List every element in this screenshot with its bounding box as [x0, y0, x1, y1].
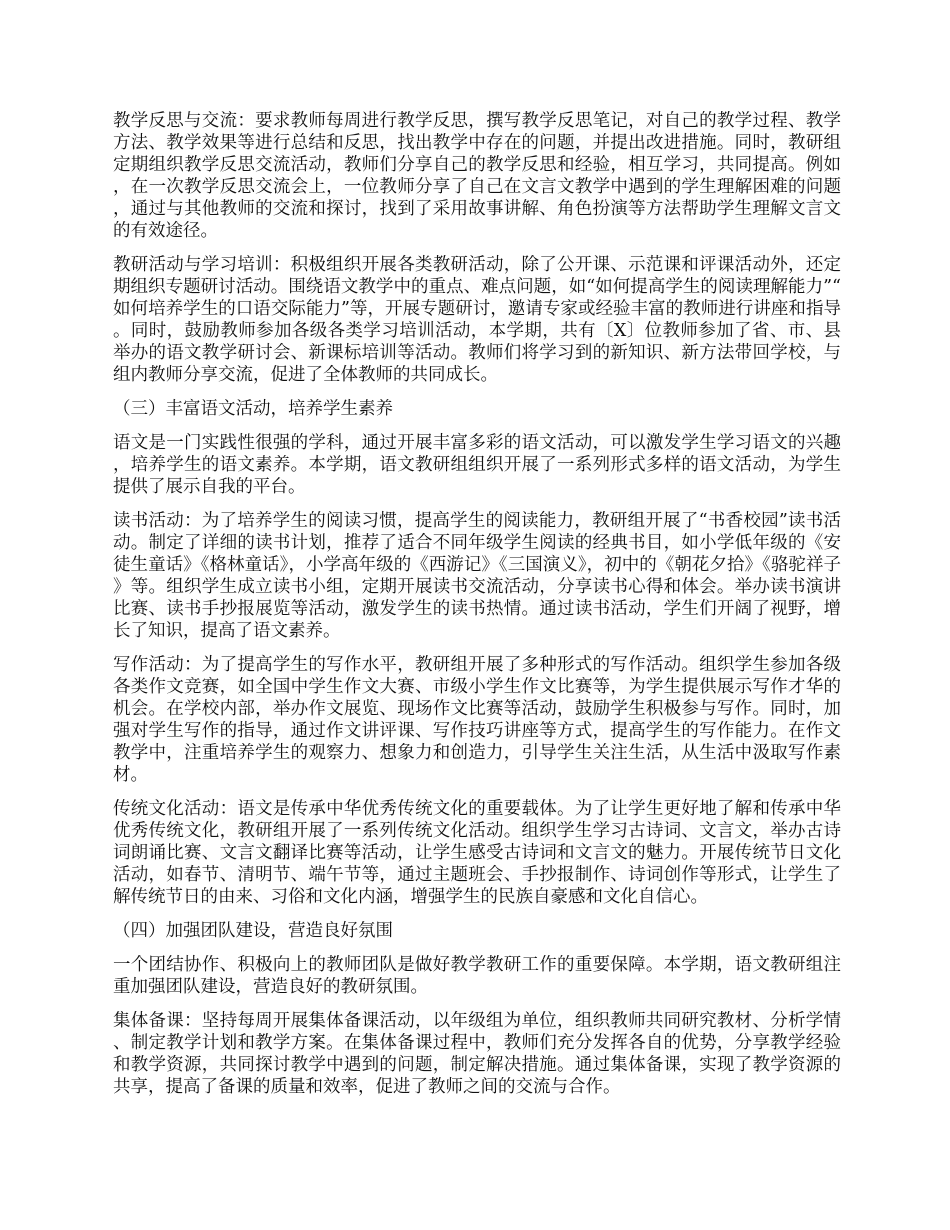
paragraph-traditional-culture: 传统文化活动：语文是传承中华优秀传统文化的重要载体。为了让学生更好地了解和传承中华优秀传统文化，教研组开展了一系列传统文化活动。组织学生学习古诗词、文言文，举办古诗词朗诵比赛、文言文翻译比赛等活动，让学生感受古诗词和文言文的魅力。开展传统节日文化活动，如春节、清明节、端午节等，通过主题班会、手抄报制作、诗词创作等形式，让学生了解传统节日的由来、习俗和文化内涵，增强学生的民族自豪感和文化自信心。	[113, 799, 841, 907]
paragraph-collective-lesson-prep: 集体备课：坚持每周开展集体备课活动，以年级组为单位，组织教师共同研究教材、分析学情、制定教学计划和教学方案。在集体备课过程中，教师们充分发挥各自的优势，分享教学经验和教学资源，共同探讨教学中遇到的问题，制定解决措施。通过集体备课，实现了教学资源的共享，提高了备课的质量和效率，促进了教师之间的交流与合作。	[113, 1011, 841, 1097]
section-heading-3: （三）丰富语文活动，培养学生素养	[113, 399, 393, 419]
paragraph-writing-activity: 写作活动：为了提高学生的写作水平，教研组开展了多种形式的写作活动。组织学生参加各级各类作文竞赛，如全国中学生作文大赛、市级小学生作文比赛等，为学生提供展示写作才华的机会。在学校内部，举办作文展览、现场作文比赛等活动，鼓励学生积极参与写作。同时，加强对学生写作的指导，通过作文讲评课、写作技巧讲座等方式，提高学生的写作能力。在作文教学中，注重培养学生的观察力、想象力和创造力，引导学生关注生活，从生活中汲取写作素材。	[113, 655, 841, 785]
paragraph-teaching-reflection: 教学反思与交流：要求教师每周进行教学反思，撰写教学反思笔记，对自己的教学过程、教学方法、教学效果等进行总结和反思，找出教学中存在的问题，并提出改进措施。同时，教研组定期组织教学反思交流活动，教师们分享自己的教学反思和经验，相互学习，共同提高。例如，在一次教学反思交流会上，一位教师分享了自己在文言文教学中遇到的学生理解困难的问题，通过与其他教师的交流和探讨，找到了采用故事讲解、角色扮演等方法帮助学生理解文言文的有效途径。	[113, 111, 841, 241]
paragraph-team-building-intro: 一个团结协作、积极向上的教师团队是做好教学教研工作的重要保障。本学期，语文教研组注重加强团队建设，营造良好的教研氛围。	[113, 955, 841, 997]
paragraph-reading-activity: 读书活动：为了培养学生的阅读习惯，提高学生的阅读能力，教研组开展了“书香校园”读书活动。制定了详细的读书计划，推荐了适合不同年级学生阅读的经典书目，如小学低年级的《安徒生童话》《格林童话》，小学高年级的《西游记》《三国演义》，初中的《朝花夕拾》《骆驼祥子》等。组织学生成立读书小组，定期开展读书交流活动，分享读书心得和体会。举办读书演讲比赛、读书手抄报展览等活动，激发学生的读书热情。通过读书活动，学生们开阔了视野，增长了知识，提高了语文素养。	[113, 511, 841, 641]
document-page	[113, 110, 841, 1110]
paragraph-research-training: 教研活动与学习培训：积极组织开展各类教研活动，除了公开课、示范课和评课活动外，还定期组织专题研讨活动。围绕语文教学中的重点、难点问题，如“如何提高学生的阅读理解能力”“如何培养学生的口语交际能力”等，开展专题研讨，邀请专家或经验丰富的教师进行讲座和指导。同时，鼓励教师参加各级各类学习培训活动，本学期，共有〔X〕位教师参加了省、市、县举办的语文教学研讨会、新课标培训等活动。教师们将学习到的新知识、新方法带回学校，与组内教师分享交流，促进了全体教师的共同成长。	[113, 255, 841, 385]
paragraph-chinese-activities-intro: 语文是一门实践性很强的学科，通过开展丰富多彩的语文活动，可以激发学生学习语文的兴趣，培养学生的语文素养。本学期，语文教研组组织开展了一系列形式多样的语文活动，为学生提供了展示自我的平台。	[113, 433, 841, 497]
section-heading-4: （四）加强团队建设，营造良好氛围	[113, 921, 393, 941]
